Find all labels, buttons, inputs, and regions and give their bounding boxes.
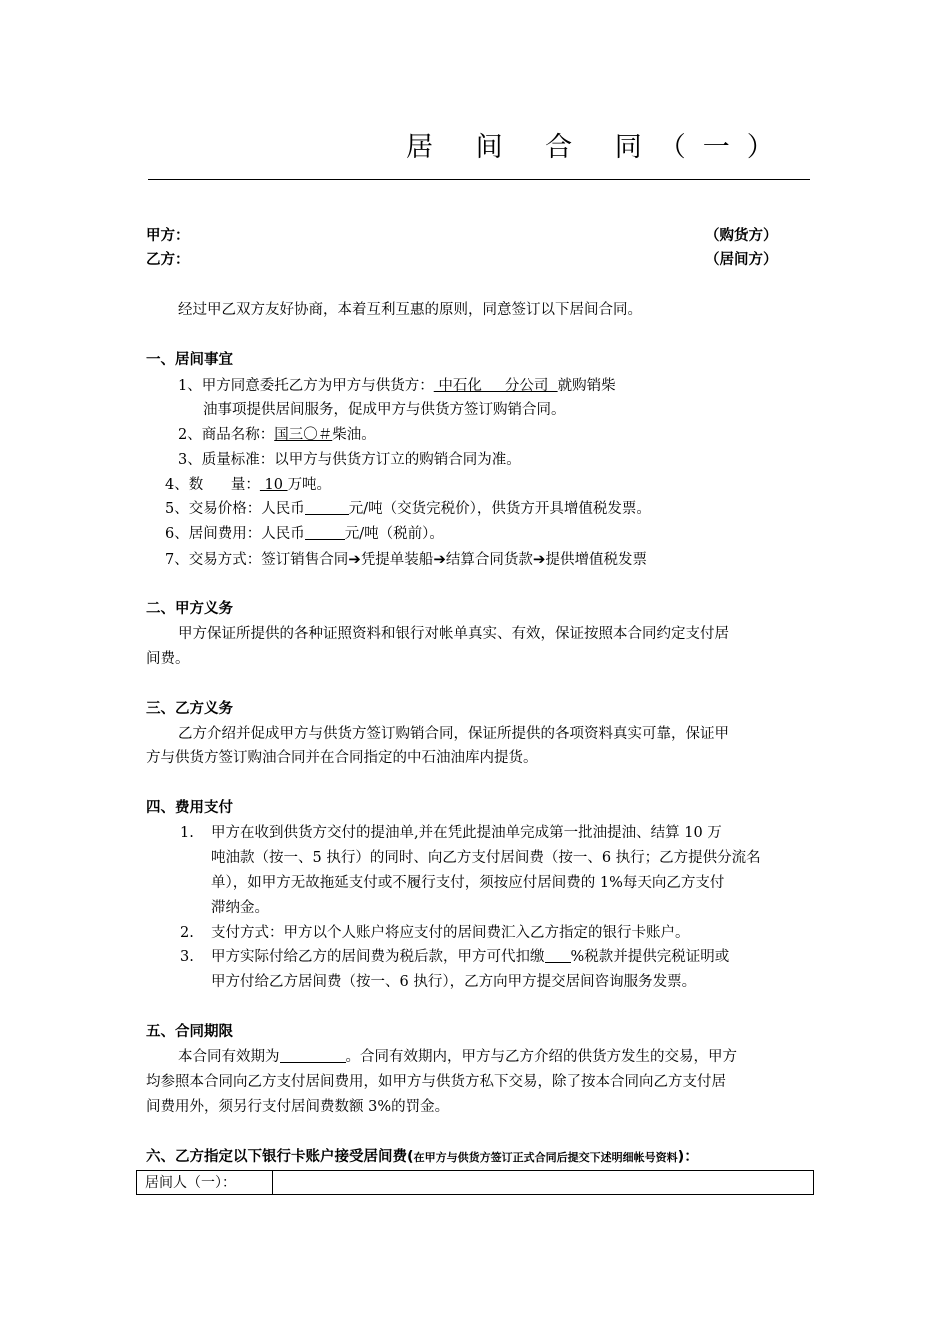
section2-heading: 二、甲方义务: [146, 601, 233, 617]
arrow-icon: ➔: [348, 550, 361, 568]
section5-line3: 间费用外，须另行支付居间费数额 3%的罚金。: [146, 1099, 450, 1115]
item2-text-a: 2、商品名称：: [178, 427, 275, 443]
section1-item6: [165, 522, 444, 547]
section6-note-close: )：: [677, 1149, 699, 1165]
section4-p3-line2: 甲方付给乙方居间费（按一、6 执行），乙方向甲方提交居间咨询服务发票。: [211, 974, 697, 990]
section4-num1: 1.: [180, 825, 194, 841]
section1-item4: [165, 473, 331, 498]
term-blank: [280, 1045, 346, 1063]
section1-item3: 3、质量标准：以甲方与供货方订立的购销合同为准。: [178, 452, 521, 468]
item7-text-a: 7、交易方式：签订销售合同: [165, 552, 349, 568]
fee-blank: [305, 522, 345, 540]
item5-text-a: 5、交易价格：人民币: [165, 501, 305, 517]
s5-text-a: 本合同有效期为: [178, 1049, 280, 1065]
section4-heading: 四、费用支付: [146, 800, 233, 816]
section1-item1: [178, 374, 616, 399]
item4-text-a: 4、数 量：: [165, 477, 260, 493]
p3-text-a: 甲方实际付给乙方的居间费为税后款，甲方可代扣缴: [211, 949, 545, 965]
section5-line1: [178, 1045, 737, 1070]
section6-note: 在甲方与供货方签订正式合同后提交下述明细帐号资料: [413, 1151, 678, 1164]
section6-heading: [146, 1145, 699, 1170]
party-a-label: 甲方：: [146, 228, 190, 244]
section4-num3: 3.: [180, 949, 194, 965]
arrow-icon: ➔: [532, 550, 546, 568]
section4-p1-line3: 单），如甲方无故拖延支付或不履行支付，须按应付居间费的 1%每天向乙方支付: [211, 875, 725, 891]
section6-note-open: (: [407, 1149, 414, 1165]
party-b-label: 乙方：: [146, 252, 190, 268]
section2-line1: 甲方保证所提供的各种证照资料和银行对帐单真实、有效，保证按照本合同约定支付居: [178, 626, 729, 642]
section2-line2: 间费。: [146, 651, 190, 667]
party-b-role: （居间方）: [705, 252, 778, 268]
item7-text-c: 结算合同货款: [445, 552, 533, 568]
intro-paragraph: 经过甲乙双方友好协商，本着互利互惠的原则，同意签订以下居间合同。: [178, 302, 642, 318]
section1-item2: [178, 423, 376, 448]
tax-rate-blank: [545, 945, 571, 963]
section3-heading: 三、乙方义务: [146, 701, 233, 717]
section4-p3-line1: [211, 945, 729, 970]
quantity-value: 10: [259, 477, 288, 493]
section4-num2: 2.: [180, 925, 194, 941]
section6-heading-text: 六、乙方指定以下银行卡账户接受居间费: [146, 1149, 407, 1165]
section3-line1: 乙方介绍并促成甲方与供货方签订购销合同，保证所提供的各项资料真实可靠，保证甲: [178, 726, 729, 742]
broker-label-cell: 居间人（一）：: [137, 1171, 273, 1194]
arrow-icon: ➔: [433, 550, 446, 568]
party-a-role: （购货方）: [705, 228, 778, 244]
section5-line2: 均参照本合同向乙方支付居间费用，如甲方与供货方私下交易，除了按本合同向乙方支付居: [146, 1074, 726, 1090]
item7-text-b: 凭提单装船: [360, 552, 434, 568]
section4-p1-line2: 吨油款（按一、5 执行）的同时、向乙方支付居间费（按一、6 执行；乙方提供分流名: [211, 850, 761, 866]
section3-line2: 方与供货方签订购油合同并在合同指定的中石油油库内提货。: [146, 750, 538, 766]
item1-text-a: 1、甲方同意委托乙方为甲方与供货方：: [178, 378, 434, 394]
supplier-name: 中石化 分公司: [433, 378, 558, 394]
page-title: 居 间 合 同（一）: [406, 132, 791, 163]
item1-text-b: 就购销柴: [557, 378, 616, 394]
section1-item7: [165, 547, 647, 573]
title-divider: [148, 179, 810, 180]
section4-p2-line1: 支付方式：甲方以个人账户将应支付的居间费汇入乙方指定的银行卡账户。: [211, 925, 690, 941]
p3-text-b: %税款并提供完税证明或: [570, 949, 730, 965]
s5-text-b: 。合同有效期内，甲方与乙方介绍的供货方发生的交易，甲方: [345, 1049, 737, 1065]
item2-text-b: 柴油。: [332, 427, 376, 443]
item4-text-b: 万吨。: [287, 477, 332, 493]
section1-item5: [165, 497, 651, 522]
item5-text-b: 元/吨（交货完税价），供货方开具增值税发票。: [348, 501, 651, 517]
section4-p1-line1: 甲方在收到供货方交付的提油单,并在凭此提油单完成第一批油提油、结算 10 万: [211, 825, 722, 841]
section5-heading: 五、合同期限: [146, 1024, 233, 1040]
item6-text-a: 6、居间费用：人民币: [165, 526, 305, 542]
section1-heading: 一、居间事宜: [146, 352, 233, 368]
item6-text-b: 元/吨（税前）。: [344, 526, 444, 542]
product-name: 国三〇＃: [274, 427, 333, 443]
section4-p1-line4: 滞纳金。: [211, 900, 269, 916]
bank-account-table: [136, 1170, 814, 1195]
section1-item1-cont: 油事项提供居间服务，促成甲方与供货方签订购销合同。: [203, 402, 566, 418]
price-blank: [305, 497, 349, 515]
item7-text-d: 提供增值税发票: [545, 552, 647, 568]
broker-account-cell[interactable]: [274, 1171, 813, 1194]
